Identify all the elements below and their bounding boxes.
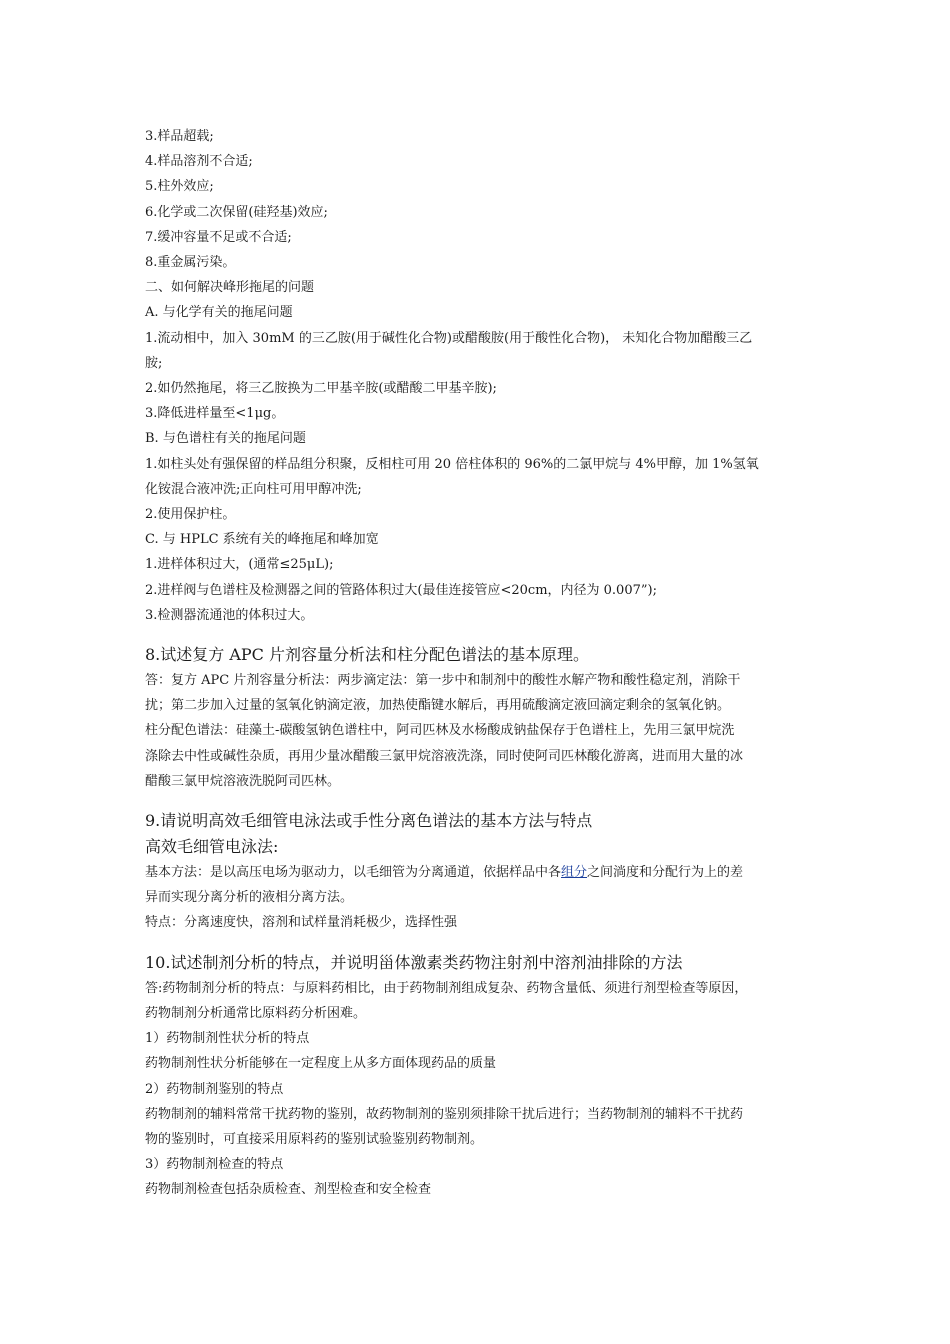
text-line: 异而实现分离分析的液相分离方法。 xyxy=(145,890,354,906)
section-tailing-causes xyxy=(145,124,825,628)
text-line: 药物制剂检查包括杂质检查、剂型检查和安全检查 xyxy=(145,1182,432,1198)
question-subtitle: 高效毛细管电泳法: xyxy=(145,837,279,857)
text-line: 化铵混合液冲洗;正向柱可用甲醇冲洗; xyxy=(145,481,362,497)
subsection-heading: A. 与化学有关的拖尾问题 xyxy=(145,305,293,321)
spacer xyxy=(145,628,825,642)
text-segment: 基本方法：是以高压电场为驱动力，以毛细管为分离通道，依据样品中各 xyxy=(145,865,562,881)
text-line: 特点：分离速度快，溶剂和试样量消耗极少，选择性强 xyxy=(145,915,458,931)
component-link[interactable]: 组分 xyxy=(561,865,588,881)
text-line: 2）药物制剂鉴别的特点 xyxy=(145,1081,284,1097)
question-title: 9.请说明高效毛细管电泳法或手性分离色谱法的基本方法与特点 xyxy=(145,811,593,831)
text-line: 2.进样阀与色谱柱及检测器之间的管路体积过大(最佳连接管应<20cm，内径为 0.007”); xyxy=(145,582,657,598)
text-line: 涤除去中性或碱性杂质，再用少量冰醋酸三氯甲烷溶液洗涤，同时使阿司匹林酸化游离，进而用大量的冰 xyxy=(145,748,744,764)
text-line: 3）药物制剂检查的特点 xyxy=(145,1157,284,1173)
text-line: 1.如柱头处有强保留的样品组分积聚，反相柱可用 20 倍柱体积的 96%的二氯甲烷与 4%甲醇，加 1%氢氧 xyxy=(145,456,759,472)
text-line: 1）药物制剂性状分析的特点 xyxy=(145,1031,310,1047)
text-line: 3.降低进样量至<1μg。 xyxy=(145,406,285,422)
text-line: 药物制剂的辅料常常干扰药物的鉴别，故药物制剂的鉴别须排除干扰后进行；当药物制剂的辅料不干扰药 xyxy=(145,1106,744,1122)
text-line: 答：复方 APC 片剂容量分析法：两步滴定法：第一步中和制剂中的酸性水解产物和酸性稳定剂，消除干 xyxy=(145,673,741,689)
text-line: 柱分配色谱法：硅藻土-碳酸氢钠色谱柱中，阿司匹林及水杨酸成钠盐保存于色谱柱上，先用三氯甲烷洗 xyxy=(145,723,735,739)
document-page xyxy=(145,124,825,1203)
question-9 xyxy=(145,808,825,936)
text-line: 3.检测器流通池的体积过大。 xyxy=(145,607,314,623)
text-line xyxy=(145,860,825,885)
question-title: 8.试述复方 APC 片剂容量分析法和柱分配色谱法的基本原理。 xyxy=(145,645,590,665)
text-line: 6.化学或二次保留(硅羟基)效应; xyxy=(145,204,328,220)
subsection-heading: C. 与 HPLC 系统有关的峰拖尾和峰加宽 xyxy=(145,532,379,548)
text-line: 1.进样体积过大，(通常≤25μL); xyxy=(145,557,334,573)
text-line: 4.样品溶剂不合适; xyxy=(145,154,253,170)
text-line: 扰；第二步加入过量的氢氧化钠滴定液，加热使酯键水解后，再用硫酸滴定液回滴定剩余的氢氧化钠。 xyxy=(145,698,731,714)
text-line: 药物制剂分析通常比原料药分析困难。 xyxy=(145,1005,367,1021)
text-line: 物的鉴别时，可直接采用原料药的鉴别试验鉴别药物制剂。 xyxy=(145,1131,484,1147)
text-segment: 之间淌度和分配行为上的差 xyxy=(587,865,744,881)
question-title: 10.试述制剂分析的特点，并说明甾体激素类药物注射剂中溶剂油排除的方法 xyxy=(145,952,683,972)
question-10 xyxy=(145,950,825,1203)
text-line: 3.样品超载; xyxy=(145,129,214,144)
text-line: 药物制剂性状分析能够在一定程度上从多方面体现药品的质量 xyxy=(145,1056,497,1072)
text-line: 1.流动相中，加入 30mM 的三乙胺(用于碱性化合物)或醋酸胺(用于酸性化合物)， 未知化合物加醋酸三乙 xyxy=(145,330,753,346)
spacer xyxy=(145,794,825,808)
text-line: 醋酸三氯甲烷溶液洗脱阿司匹林。 xyxy=(145,773,341,789)
text-line: 5.柱外效应; xyxy=(145,179,214,195)
question-8 xyxy=(145,642,825,794)
spacer xyxy=(145,936,825,950)
text-line: 2.使用保护柱。 xyxy=(145,507,236,523)
text-line: 胺; xyxy=(145,355,163,371)
text-line: 答:药物制剂分析的特点：与原料药相比，由于药物制剂组成复杂、药物含量低、须进行剂型检查等原因， xyxy=(145,980,748,996)
section-heading: 二、如何解决峰形拖尾的问题 xyxy=(145,280,315,296)
text-line: 7.缓冲容量不足或不合适; xyxy=(145,229,292,245)
subsection-heading: B. 与色谱柱有关的拖尾问题 xyxy=(145,431,306,447)
text-line: 2.如仍然拖尾，将三乙胺换为二甲基辛胺(或醋酸二甲基辛胺); xyxy=(145,381,497,397)
text-line: 8.重金属污染。 xyxy=(145,255,236,271)
